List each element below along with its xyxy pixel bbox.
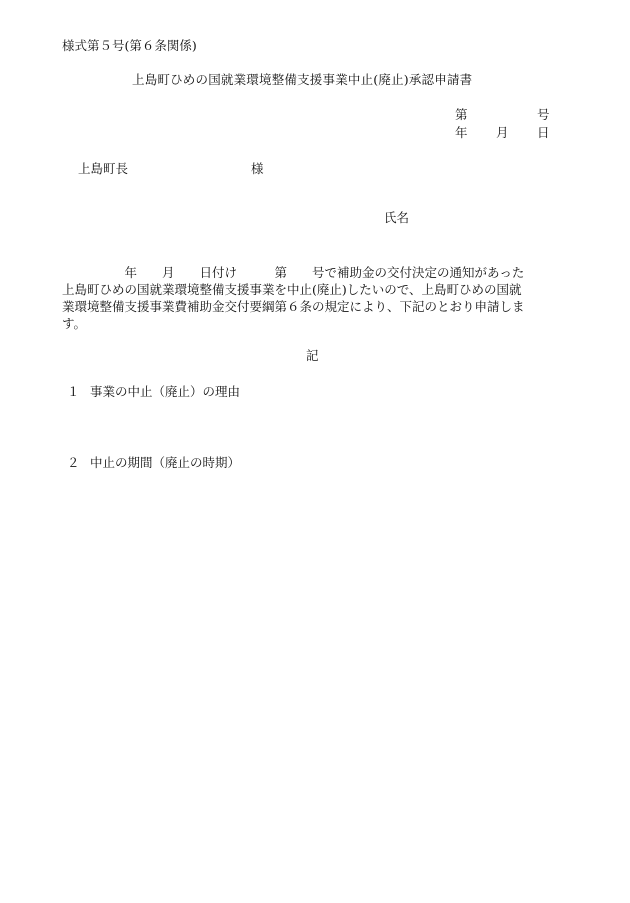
applicant-name-label: 氏名 [384, 210, 410, 225]
list-item [67, 457, 240, 470]
date-day-label: 日 [537, 125, 550, 140]
list-item [67, 386, 240, 399]
body-line: 年 月 日付け 第 号で補助金の交付決定の通知があった [62, 265, 525, 280]
document-title: 上島町ひめの国就業環境整備支援事業中止(廃止)承認申請書 [132, 72, 473, 87]
addressee-name: 上島町長 [78, 161, 129, 176]
ki-heading: 記 [306, 348, 319, 363]
reference-number-suffix: 号 [537, 107, 550, 122]
addressee-honorific: 様 [251, 161, 264, 176]
item-text: 事業の中止（廃止）の理由 [90, 384, 241, 399]
item-number: ２ [67, 455, 80, 470]
date-year-label: 年 [455, 125, 468, 140]
item-number: １ [67, 384, 80, 399]
body-line: す。 [62, 316, 87, 331]
body-paragraph [62, 264, 566, 332]
item-text: 中止の期間（廃止の時期） [90, 455, 241, 470]
date-month-label: 月 [496, 125, 509, 140]
body-line: 上島町ひめの国就業環境整備支援事業を中止(廃止)したいので、上島町ひめの国就 [62, 282, 522, 297]
body-line: 業環境整備支援事業費補助金交付要綱第６条の規定により、下記のとおり申請しま [62, 299, 525, 314]
reference-number-prefix: 第 [455, 107, 468, 122]
form-number: 様式第５号(第６条関係) [62, 38, 197, 53]
